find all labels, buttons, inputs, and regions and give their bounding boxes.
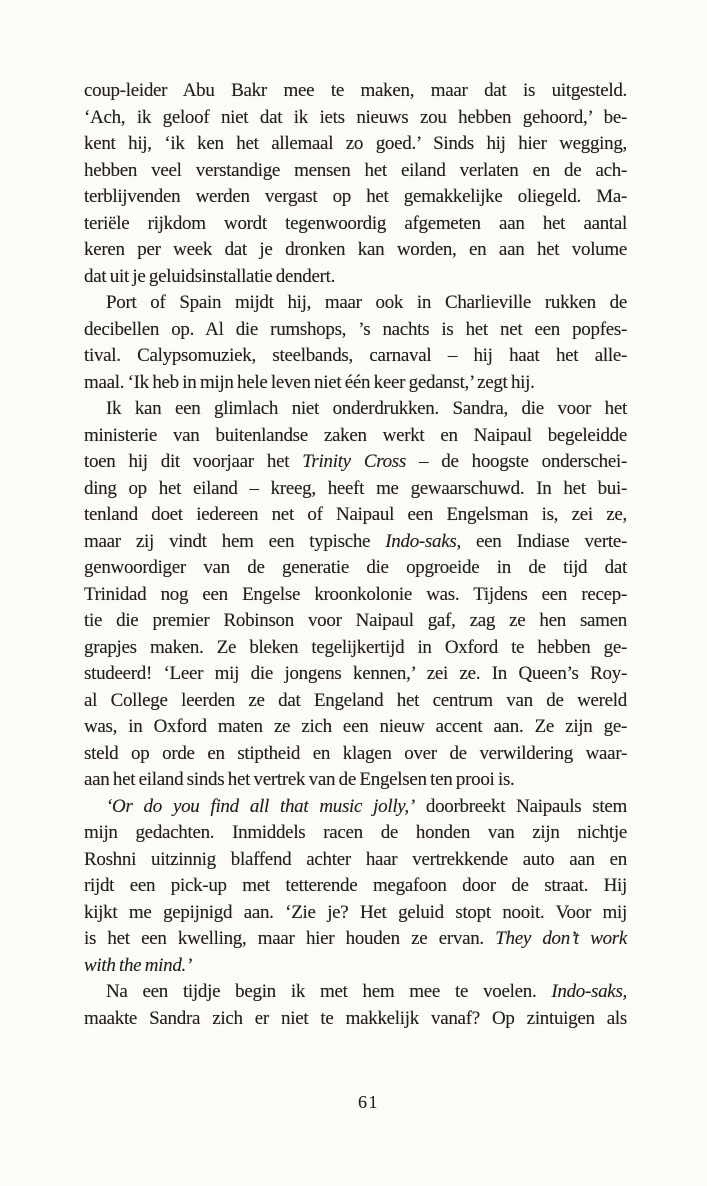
text-run: Port of Spain mijdt hij, maar ook in Charlieville rukken de [106,292,627,313]
text-run: een Indiase verte- [460,530,627,552]
text-line [84,290,627,317]
text-line [84,767,627,794]
text-run: ministerie van buitenlandse zaken werkt en Naipaul begeleidde [84,424,627,446]
text-run: studeerd! ‘Leer mij die jongens kennen,’ zei ze. In Queen’s Roy- [84,663,627,684]
text-run: doorbreekt Naipauls stem [414,795,627,817]
text-run: was, in Oxford maten ze zich een nieuw accent aan. Ze zijn ge- [84,716,627,737]
text-run: steld op orde en stiptheid en klagen over de verwildering waar- [84,742,627,764]
paragraph [84,290,627,396]
text-run: coup-leider Abu Bakr mee te maken, maar dat is uitgesteld. [84,80,627,101]
text-run: mijn gedachten. Inmiddels racen de honden van zijn nichtje [84,822,627,843]
text-line [84,555,627,582]
text-run: kent hij, ‘ik ken het allemaal zo goed.’ Sinds hij hier wegging, [84,133,627,154]
text-run: They don’t work [495,928,627,949]
text-run: Indo-saks, [385,530,461,552]
text-run: terblijvenden werden vergast op het gemakkelijke oliegeld. Ma- [84,186,627,207]
body-text [84,78,627,1032]
text-line [84,105,627,132]
text-run: Trinidad nog een Engelse kroonkolonie was. Tijdens een recep- [84,583,627,605]
text-line [84,714,627,741]
text-run: toen hij dit voorjaar het [84,451,303,472]
text-run: genwoordiger van de generatie die opgroeide in de tijd dat [84,557,627,578]
text-run: tenland doet iedereen net of Naipaul een Engelsman is, zei ze, [84,504,627,525]
paragraph [84,794,627,980]
text-line [84,211,627,238]
text-run: maar zij vindt hem een typische [84,530,386,552]
text-run: tival. Calypsomuziek, steelbands, carnaval – hij haat het alle- [84,345,627,366]
text-line [84,370,627,397]
text-run: ding op het eiland – kreeg, heeft me gewaarschuwd. In het bui- [84,477,627,499]
text-line [84,608,627,635]
text-run: rijdt een pick-up met tetterende megafoon door de straat. Hij [84,875,627,896]
text-line [84,953,627,980]
text-line [84,131,627,158]
text-line [84,635,627,662]
text-line [84,78,627,105]
text-line [84,476,627,503]
paragraph [84,396,627,794]
text-run: dat uit je geluidsinstallatie dendert. [84,265,336,287]
paragraph [84,979,627,1032]
text-run: aan het eiland sinds het vertrek van de Engelsen ten prooi is. [84,769,515,790]
text-run: with the mind.’ [84,954,193,976]
text-line [84,184,627,211]
text-run: grapjes maken. Ze bleken tegelijkertijd in Oxford te hebben ge- [84,636,627,658]
text-line [84,661,627,688]
text-line [84,396,627,423]
text-line [84,449,627,476]
text-line [84,873,627,900]
text-run: Indo-saks, [551,981,627,1002]
text-line [84,794,627,821]
text-line [84,1006,627,1033]
text-line [84,237,627,264]
text-run: tie die premier Robinson voor Naipaul gaf, zag ze hen samen [84,610,627,631]
text-run: kijkt me gepijnigd aan. ‘Zie je? Het geluid stopt nooit. Voor mij [84,901,627,923]
page-number: 61 [358,1092,379,1112]
text-line [84,820,627,847]
text-line [84,502,627,529]
text-run: maal. ‘Ik heb in mijn hele leven niet één keer gedanst,’ zegt hij. [84,371,535,393]
text-run: hebben veel verstandige mensen het eiland verlaten en de ach- [84,159,627,181]
text-run: ‘Or do you find all that music jolly,’ [106,795,415,817]
text-line [84,688,627,715]
text-run: maakte Sandra zich er niet te makkelijk vanaf? Op zintuigen als [84,1007,627,1029]
text-run: – de hoogste onderschei- [406,451,628,472]
text-run: al College leerden ze dat Engeland het centrum van de wereld [84,689,627,711]
text-run: keren per week dat je dronken kan worden, en aan het volume [84,239,627,260]
text-line [84,741,627,768]
text-line [84,423,627,450]
paragraph [84,78,627,290]
text-run: Ik kan een glimlach niet onderdrukken. Sandra, die voor het [106,398,627,419]
text-run: ‘Ach, ik geloof niet dat ik iets nieuws zou hebben gehoord,’ be- [84,106,627,128]
text-line [84,529,627,556]
text-line [84,264,627,291]
text-line [84,317,627,344]
text-run: Trinity Cross [302,451,406,472]
text-run: is het een kwelling, maar hier houden ze ervan. [84,928,496,949]
text-run: teriële rijkdom wordt tegenwoordig afgemeten aan het aantal [84,212,627,234]
text-run: decibellen op. Al die rumshops, ’s nachts is het net een popfes- [84,318,627,340]
text-run: Na een tijdje begin ik met hem mee te voelen. [106,981,552,1002]
text-line [84,158,627,185]
text-line [84,582,627,609]
text-line [84,926,627,953]
text-line [84,979,627,1006]
text-line [84,900,627,927]
text-line [84,847,627,874]
text-run: Roshni uitzinnig blaffend achter haar vertrekkende auto aan en [84,848,627,870]
text-line [84,343,627,370]
